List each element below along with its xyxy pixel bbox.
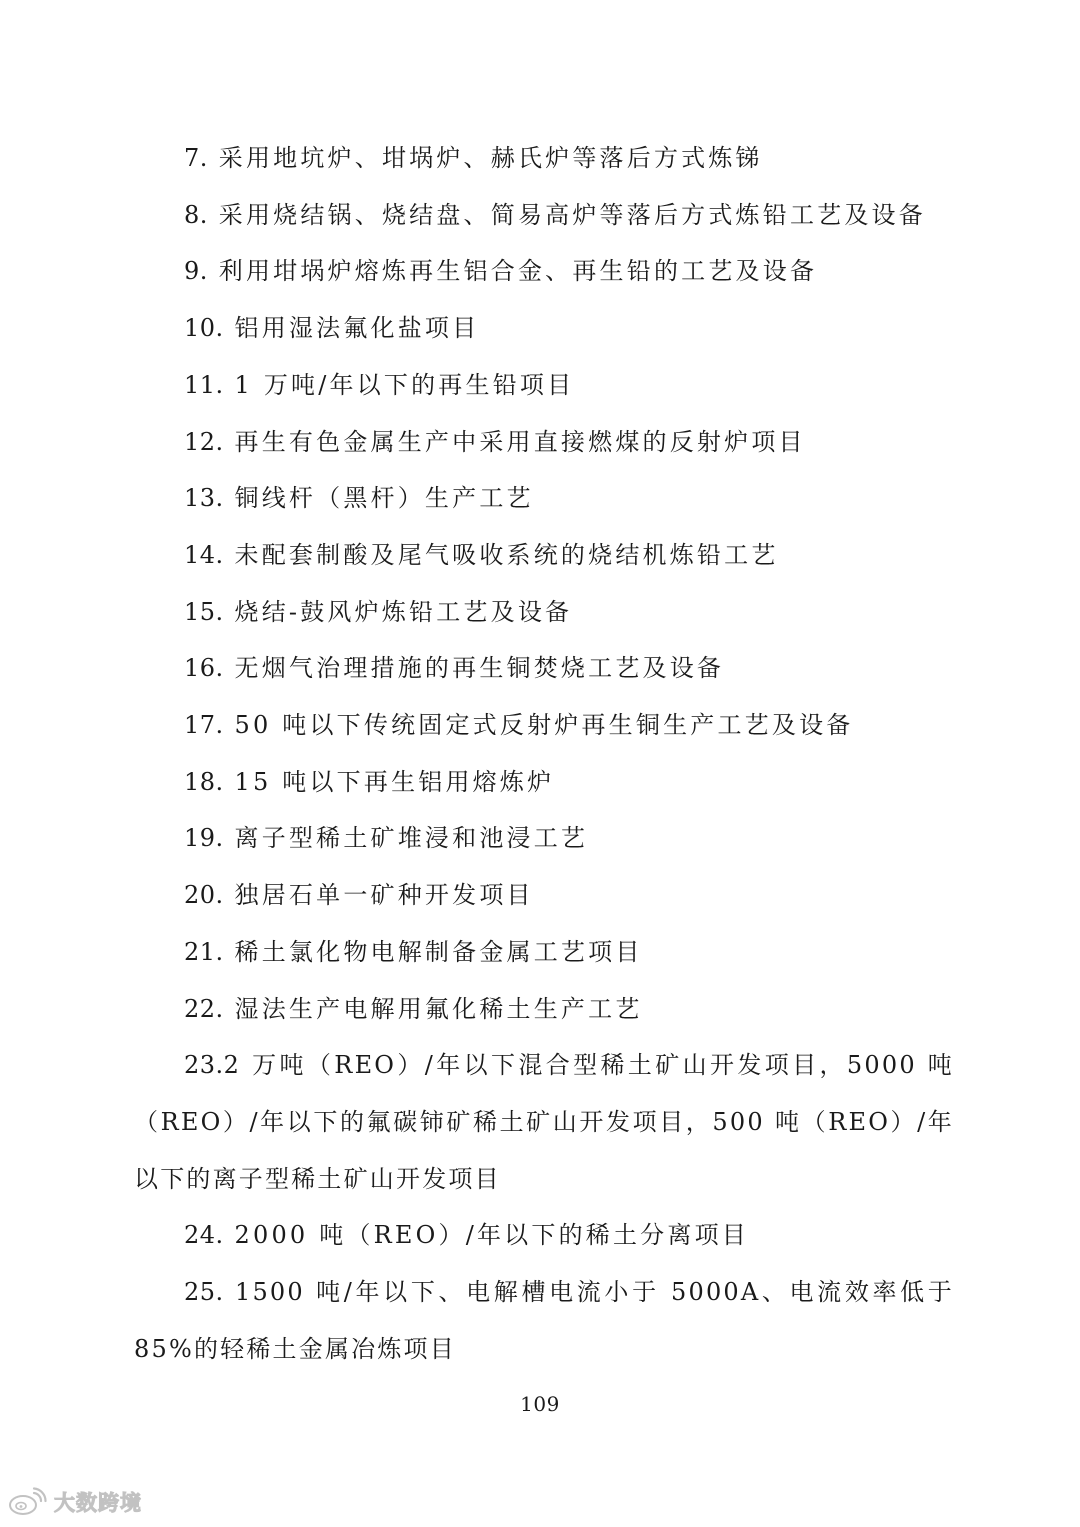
list-item — [134, 527, 954, 584]
list-item — [134, 470, 954, 527]
item-number: 7. — [184, 144, 208, 172]
item-text: 再生有色金属生产中采用直接燃煤的反射炉项目 — [234, 427, 806, 456]
item-number: 8. — [184, 200, 208, 229]
item-text: 1500 吨/年以下、电解槽电流小于 5000A、电流效率低于 85%的轻稀土金属冶炼项目 — [134, 1278, 954, 1363]
list-item — [134, 130, 954, 187]
item-text: 采用地坑炉、坩埚炉、赫氏炉等落后方式炼锑 — [218, 144, 763, 172]
item-number: 18. — [184, 767, 224, 796]
watermark — [8, 1486, 142, 1518]
list-item — [134, 640, 954, 697]
item-list — [134, 130, 954, 1377]
item-number: 22. — [184, 994, 224, 1023]
list-item — [134, 981, 954, 1038]
item-number: 11. — [184, 370, 224, 399]
item-number: 13. — [184, 484, 224, 513]
item-text: 1 万吨/年以下的再生铅项目 — [234, 370, 575, 399]
list-item — [134, 754, 954, 811]
list-item — [134, 187, 954, 244]
item-number: 16. — [184, 654, 224, 683]
item-number: 9. — [184, 257, 208, 286]
item-number: 10. — [184, 314, 224, 343]
item-text: 稀土氯化物电解制备金属工艺项目 — [234, 937, 643, 966]
list-item — [134, 243, 954, 300]
item-number: 23. — [184, 1051, 224, 1080]
list-item — [134, 414, 954, 471]
item-text: 独居石单一矿种开发项目 — [234, 881, 534, 910]
item-text: 铝用湿法氟化盐项目 — [234, 314, 480, 343]
list-item — [134, 924, 954, 981]
list-item — [134, 1207, 954, 1264]
item-text: 无烟气治理措施的再生铜焚烧工艺及设备 — [234, 654, 725, 683]
list-item — [134, 810, 954, 867]
list-item — [134, 1037, 954, 1207]
item-text: 离子型稀土矿堆浸和池浸工艺 — [234, 824, 589, 853]
item-text: 湿法生产电解用氟化稀土生产工艺 — [234, 994, 643, 1023]
list-item — [134, 697, 954, 754]
item-text: 铜线杆（黑杆）生产工艺 — [234, 484, 534, 513]
item-number: 12. — [184, 427, 224, 456]
list-item — [134, 1264, 954, 1377]
item-number: 20. — [184, 881, 224, 910]
item-number: 25. — [184, 1278, 224, 1307]
watermark-text: 大数跨境 — [54, 1491, 142, 1515]
item-number: 15. — [184, 597, 224, 626]
item-number: 24. — [184, 1221, 224, 1250]
item-text: 烧结-鼓风炉炼铅工艺及设备 — [234, 597, 573, 626]
item-text: 未配套制酸及尾气吸收系统的烧结机炼铅工艺 — [234, 540, 779, 569]
list-item — [134, 300, 954, 357]
page-number: 109 — [520, 1392, 560, 1416]
item-text: 15 吨以下再生铝用熔炼炉 — [234, 767, 555, 796]
item-text: 2 万吨（REO）/年以下混合型稀土矿山开发项目，5000 吨（REO）/年以下的氟碳铈矿稀土矿山开发项目，500 吨（REO）/年以下的离子型稀土矿山开发项目 — [134, 1051, 954, 1193]
item-text: 采用烧结锅、烧结盘、简易高炉等落后方式炼铅工艺及设备 — [218, 200, 926, 229]
item-number: 14. — [184, 540, 224, 569]
item-number: 17. — [184, 711, 224, 740]
item-text: 利用坩埚炉熔炼再生铝合金、再生铅的工艺及设备 — [218, 257, 818, 286]
weibo-logo-icon — [8, 1487, 48, 1517]
list-item — [134, 357, 954, 414]
item-number: 21. — [184, 937, 224, 966]
item-text: 2000 吨（REO）/年以下的稀土分离项目 — [234, 1221, 749, 1250]
item-number: 19. — [184, 824, 224, 853]
list-item — [134, 867, 954, 924]
item-text: 50 吨以下传统固定式反射炉再生铜生产工艺及设备 — [234, 711, 854, 740]
list-item — [134, 584, 954, 641]
